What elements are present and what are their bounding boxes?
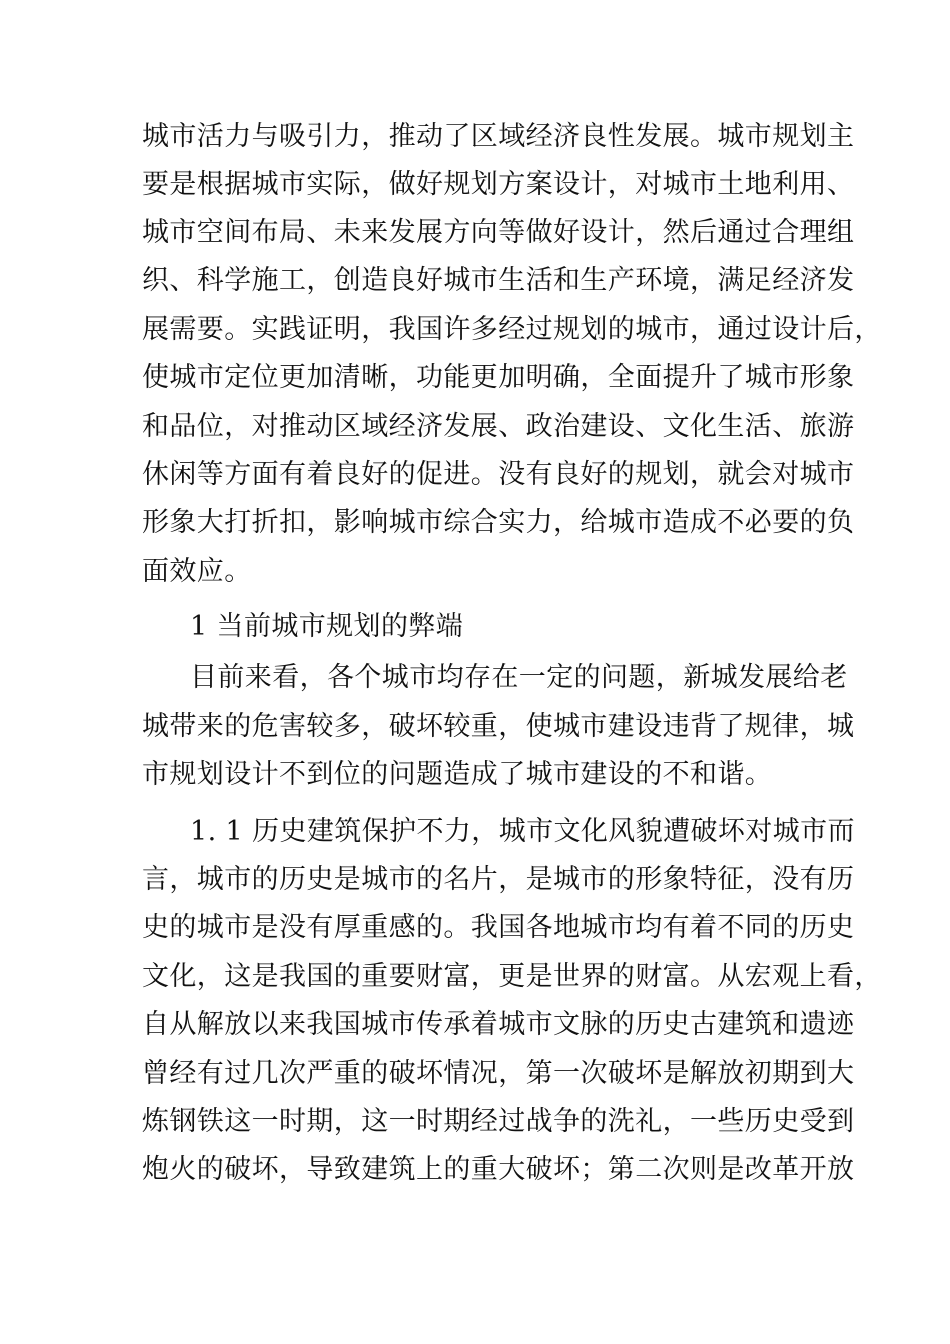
text-line-3: 城市空间布局、未来发展方向等做好设计，然后通过合理组 [142, 217, 855, 248]
text-line-18: 文化，这是我国的重要财富，更是世界的财富。从宏观上看， [142, 961, 882, 992]
text-line-8: 休闲等方面有着良好的促进。没有良好的规划，就会对城市 [142, 459, 855, 490]
text-line-10: 面效应。 [142, 556, 252, 587]
section-heading: 1 当前城市规划的弊端 [190, 611, 464, 642]
text-line-6: 使城市定位更加清晰，功能更加明确，全面提升了城市形象 [142, 362, 855, 393]
text-line-19: 自从解放以来我国城市传承着城市文脉的历史古建筑和遗迹 [142, 1009, 855, 1040]
text-line-4: 织、科学施工，创造良好城市生活和生产环境，满足经济发 [142, 265, 855, 296]
text-line-14: 市规划设计不到位的问题造成了城市建设的不和谐。 [142, 759, 773, 790]
text-line-22: 炮火的破坏，导致建筑上的重大破坏；第二次则是改革开放 [142, 1154, 855, 1185]
text-line-21: 炼钢铁这一时期，这一时期经过战争的洗礼，一些历史受到 [142, 1106, 855, 1137]
text-line-13: 城带来的危害较多，破坏较重，使城市建设违背了规律，城 [142, 711, 855, 742]
subsection-heading: 1. 1 历史建筑保护不力，城市文化风貌遭破坏对城市而 [190, 816, 855, 847]
text-line-5: 展需要。实践证明，我国许多经过规划的城市，通过设计后， [142, 314, 882, 345]
text-line-12: 目前来看，各个城市均存在一定的问题，新城发展给老 [190, 662, 848, 693]
text-line-20: 曾经有过几次严重的破坏情况，第一次破坏是解放初期到大 [142, 1058, 855, 1089]
text-line-7: 和品位，对推动区域经济发展、政治建设、文化生活、旅游 [142, 411, 855, 442]
text-line-16: 言，城市的历史是城市的名片，是城市的形象特征，没有历 [142, 864, 855, 895]
text-line-17: 史的城市是没有厚重感的。我国各地城市均有着不同的历史 [142, 912, 855, 943]
text-line-2: 要是根据城市实际，做好规划方案设计，对城市土地利用、 [142, 169, 855, 200]
text-line-9: 形象大打折扣，影响城市综合实力，给城市造成不必要的负 [142, 507, 855, 538]
text-line-1: 城市活力与吸引力，推动了区域经济良性发展。城市规划主 [142, 121, 855, 152]
